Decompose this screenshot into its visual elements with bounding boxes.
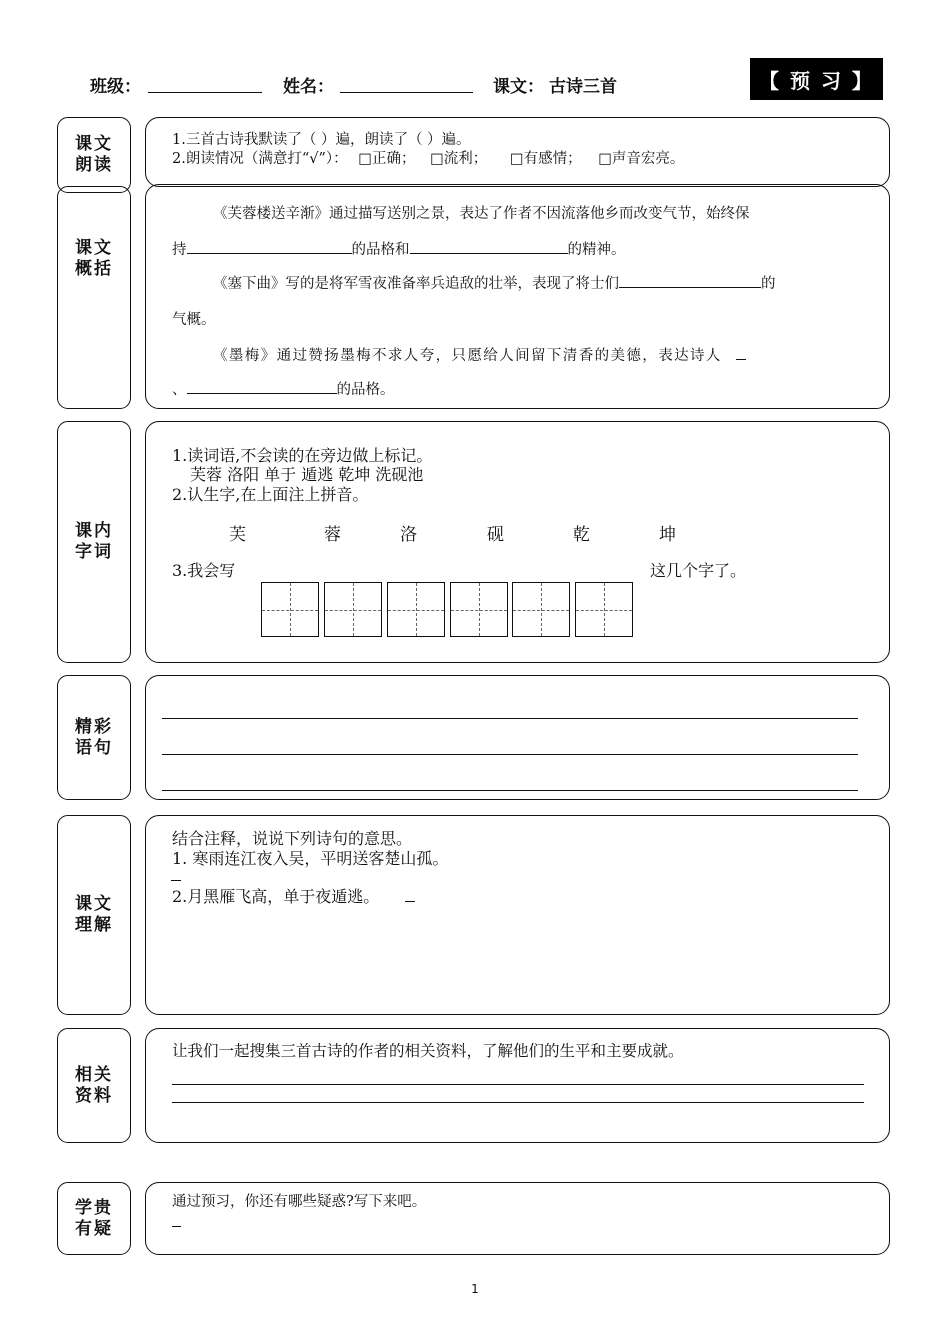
section-label-understanding: 课文理解	[57, 815, 131, 1015]
section-label-sentences: 精彩语句	[57, 675, 131, 800]
char-2: 蓉	[324, 525, 341, 545]
answer-blank[interactable]	[172, 1226, 181, 1227]
name-label: 姓名：	[283, 77, 334, 97]
lesson-title: 古诗三首	[549, 77, 617, 97]
summary-p1-line1: 《芙蓉楼送辛渐》通过描写送别之景，表达了作者不因流落他乡而改变气节，始终保	[213, 206, 750, 222]
option-loud[interactable]: □声音宏亮。	[598, 151, 685, 167]
char-6: 坤	[659, 525, 676, 545]
char-1: 芙	[229, 525, 246, 545]
understanding-intro: 结合注释，说说下列诗句的意思。	[172, 829, 413, 848]
answer-blank[interactable]	[405, 887, 415, 902]
option-fluent[interactable]: □流利；	[430, 151, 488, 167]
lesson-label: 课文：	[493, 77, 544, 97]
char-5: 乾	[573, 525, 590, 545]
resources-text: 让我们一起搜集三首古诗的作者的相关资料，了解他们的生平和主要成就。	[172, 1042, 684, 1060]
name-blank[interactable]	[340, 92, 473, 93]
section-label-summary: 课文概括	[57, 186, 131, 409]
preview-tag: 【 预 习 】	[750, 58, 883, 100]
option-emotional[interactable]: □有感情；	[509, 151, 582, 167]
words-q1-list: 芙蓉 洛阳 单于 遁逃 乾坤 洗砚池	[190, 465, 424, 484]
summary-p3-line2: 、 的品格。	[172, 378, 395, 399]
class-label: 班级：	[90, 77, 141, 97]
answer-line[interactable]	[172, 1102, 864, 1103]
writing-grid-cell[interactable]	[387, 582, 445, 637]
page-number: 1	[471, 1282, 479, 1296]
doubts-text: 通过预习，你还有哪些疑惑?写下来吧。	[172, 1194, 427, 1210]
reading-line2	[172, 147, 684, 168]
blank-poet-2[interactable]	[187, 379, 337, 394]
blank-poet-1[interactable]	[736, 345, 746, 360]
section-box-sentences	[145, 675, 890, 800]
blank-spirit-soldiers[interactable]	[619, 273, 761, 288]
words-q1: 1.读词语,不会读的在旁边做上标记。	[172, 446, 433, 465]
answer-line[interactable]	[162, 790, 858, 791]
blank-quality[interactable]	[187, 239, 352, 254]
answer-line[interactable]	[162, 754, 858, 755]
option-correct[interactable]: □正确；	[358, 151, 416, 167]
stray-mark	[171, 880, 181, 881]
summary-p3-line1: 《墨梅》通过赞扬墨梅不求人夸，只愿给人间留下清香的美德，表达诗人	[213, 344, 746, 365]
section-label-reading: 课文朗读	[57, 117, 131, 193]
answer-line[interactable]	[162, 718, 858, 719]
words-q3: 3.我会写	[172, 561, 236, 580]
writing-grid-cell[interactable]	[512, 582, 570, 637]
words-q3-post: 这几个字了。	[650, 561, 747, 580]
section-label-doubts: 学贵有疑	[57, 1182, 131, 1255]
reading-line2-prefix: 2.朗读情况（满意打“√”）：	[172, 151, 348, 167]
understanding-item2: 2.月黑雁飞高，单于夜遁逃。	[172, 884, 415, 907]
section-label-resources: 相关资料	[57, 1028, 131, 1143]
writing-grid-cell[interactable]	[261, 582, 319, 637]
class-blank[interactable]	[148, 92, 262, 93]
char-4: 砚	[487, 525, 504, 545]
char-3: 洛	[400, 525, 417, 545]
summary-p2-line1: 《塞下曲》写的是将军雪夜准备率兵追敌的壮举，表现了将士们 的	[213, 272, 776, 293]
summary-p1-line2: 持 的品格和 的精神。	[172, 238, 626, 259]
writing-grid-cell[interactable]	[450, 582, 508, 637]
understanding-item1: 1. 寒雨连江夜入吴，平明送客楚山孤。	[172, 849, 449, 868]
answer-line[interactable]	[172, 1084, 864, 1085]
reading-line1: 1.三首古诗我默读了（ ）遍，朗读了（ ）遍。	[172, 132, 471, 148]
writing-grid-cell[interactable]	[324, 582, 382, 637]
blank-spirit[interactable]	[410, 239, 568, 254]
words-q2: 2.认生字,在上面注上拼音。	[172, 485, 369, 504]
summary-p2-line2: 气概。	[172, 312, 216, 328]
section-label-words: 课内字词	[57, 421, 131, 663]
writing-grid-cell[interactable]	[575, 582, 633, 637]
